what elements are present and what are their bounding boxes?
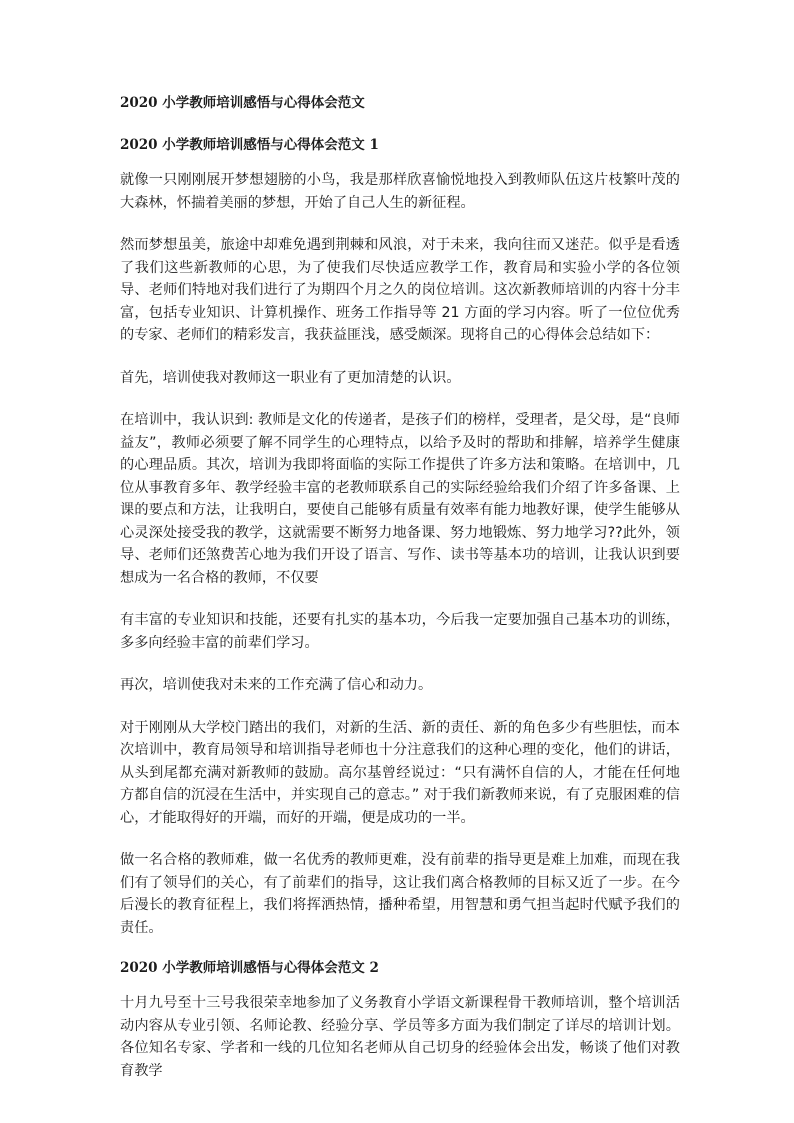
paragraph: 对于刚刚从大学校门踏出的我们，对新的生活、新的责任、新的角色多少有些胆怯，而本次培训中，教育局领导和培训指导老师也十分注意我们的这种心理的变化，他们的讲话，从头到尾都充满对新教师的鼓励。高尔基曾经说过：“只有满怀自信的人，才能在任何地方都自信的沉浸在生活中，并实现自己的意志。” 对于我们新教师来说，有了克服困难的信心，才能取得好的开端，而好的开端，便是成功的一半。 xyxy=(120,719,680,826)
section-heading-2: 2020 小学教师培训感悟与心得体会范文 2 xyxy=(120,960,379,976)
paragraph: 就像一只刚刚展开梦想翅膀的小鸟，我是那样欣喜愉悦地投入到教师队伍这片枝繁叶茂的大森林，怀揣着美丽的梦想，开始了自己人生的新征程。 xyxy=(120,172,680,211)
paragraph: 做一名合格的教师难，做一名优秀的教师更难，没有前辈的指导更是难上加难，而现在我们有了领导们的关心，有了前辈们的指导，这让我们离合格教师的目标又近了一步。在今后漫长的教育征程上，我们将挥洒热情，播种希望，用智慧和勇气担当起时代赋予我们的责任。 xyxy=(120,852,680,936)
section-heading-1: 2020 小学教师培训感悟与心得体会范文 1 xyxy=(120,137,379,153)
paragraph: 首先，培训使我对教师这一职业有了更加清楚的认识。 xyxy=(120,369,461,386)
paragraph: 十月九号至十三号我很荣幸地参加了义务教育小学语文新课程骨干教师培训，整个培训活动内容从专业引领、名师论教、经验分享、学员等多方面为我们制定了详尽的培训计划。各位知名专家、学者和一线的几位知名老师从自己切身的经验体会出发，畅谈了他们对教育教学 xyxy=(120,995,680,1079)
paragraph: 在培训中，我认识到: 教师是文化的传递者，是孩子们的榜样，受理者，是父母，是“良师益友”，教师必须要了解不同学生的心理特点，以给予及时的帮助和排解，培养学生健康的心理品质。其次，培训为我即将面临的实际工作提供了许多方法和策略。在培训中，几位从事教育多年、教学经验丰富的老教师联系自己的实际经验给我们介绍了许多备课、上课的要点和方法，让我明白，要使自己能够有质量有效率有能力地教好课，使学生能够从心灵深处接受我的教学，这就需要不断努力地备课、努力地锻炼、努力地学习??此外，领导、老师们还煞费苦心地为我们开设了语言、写作、读书等基本功的培训，让我认识到要想成为一名合格的教师，不仅要 xyxy=(120,412,680,586)
paragraph: 再次，培训使我对未来的工作充满了信心和动力。 xyxy=(120,677,433,693)
paragraph: 有丰富的专业知识和技能，还要有扎实的基本功，今后我一定要加强自己基本功的训练，多多向经验丰富的前辈们学习。 xyxy=(120,612,680,651)
document-title: 2020 小学教师培训感悟与心得体会范文 xyxy=(120,95,365,111)
document-body xyxy=(120,92,680,1102)
paragraph: 然而梦想虽美，旅途中却难免遇到荆棘和风浪，对于未来，我向往而又迷茫。似乎是看透了我们这些新教师的心思，为了使我们尽快适应教学工作，教育局和实验小学的各位领导、老师们特地对我们进行了为期四个月之久的岗位培训。这次新教师培训的内容十分丰富，包括专业知识、计算机操作、班务工作指导等 21 方面的学习内容。听了一位位优秀的专家、老师们的精彩发言，我获益匪浅，感受颇深。现将自己的心得体会总结如下： xyxy=(120,237,680,343)
